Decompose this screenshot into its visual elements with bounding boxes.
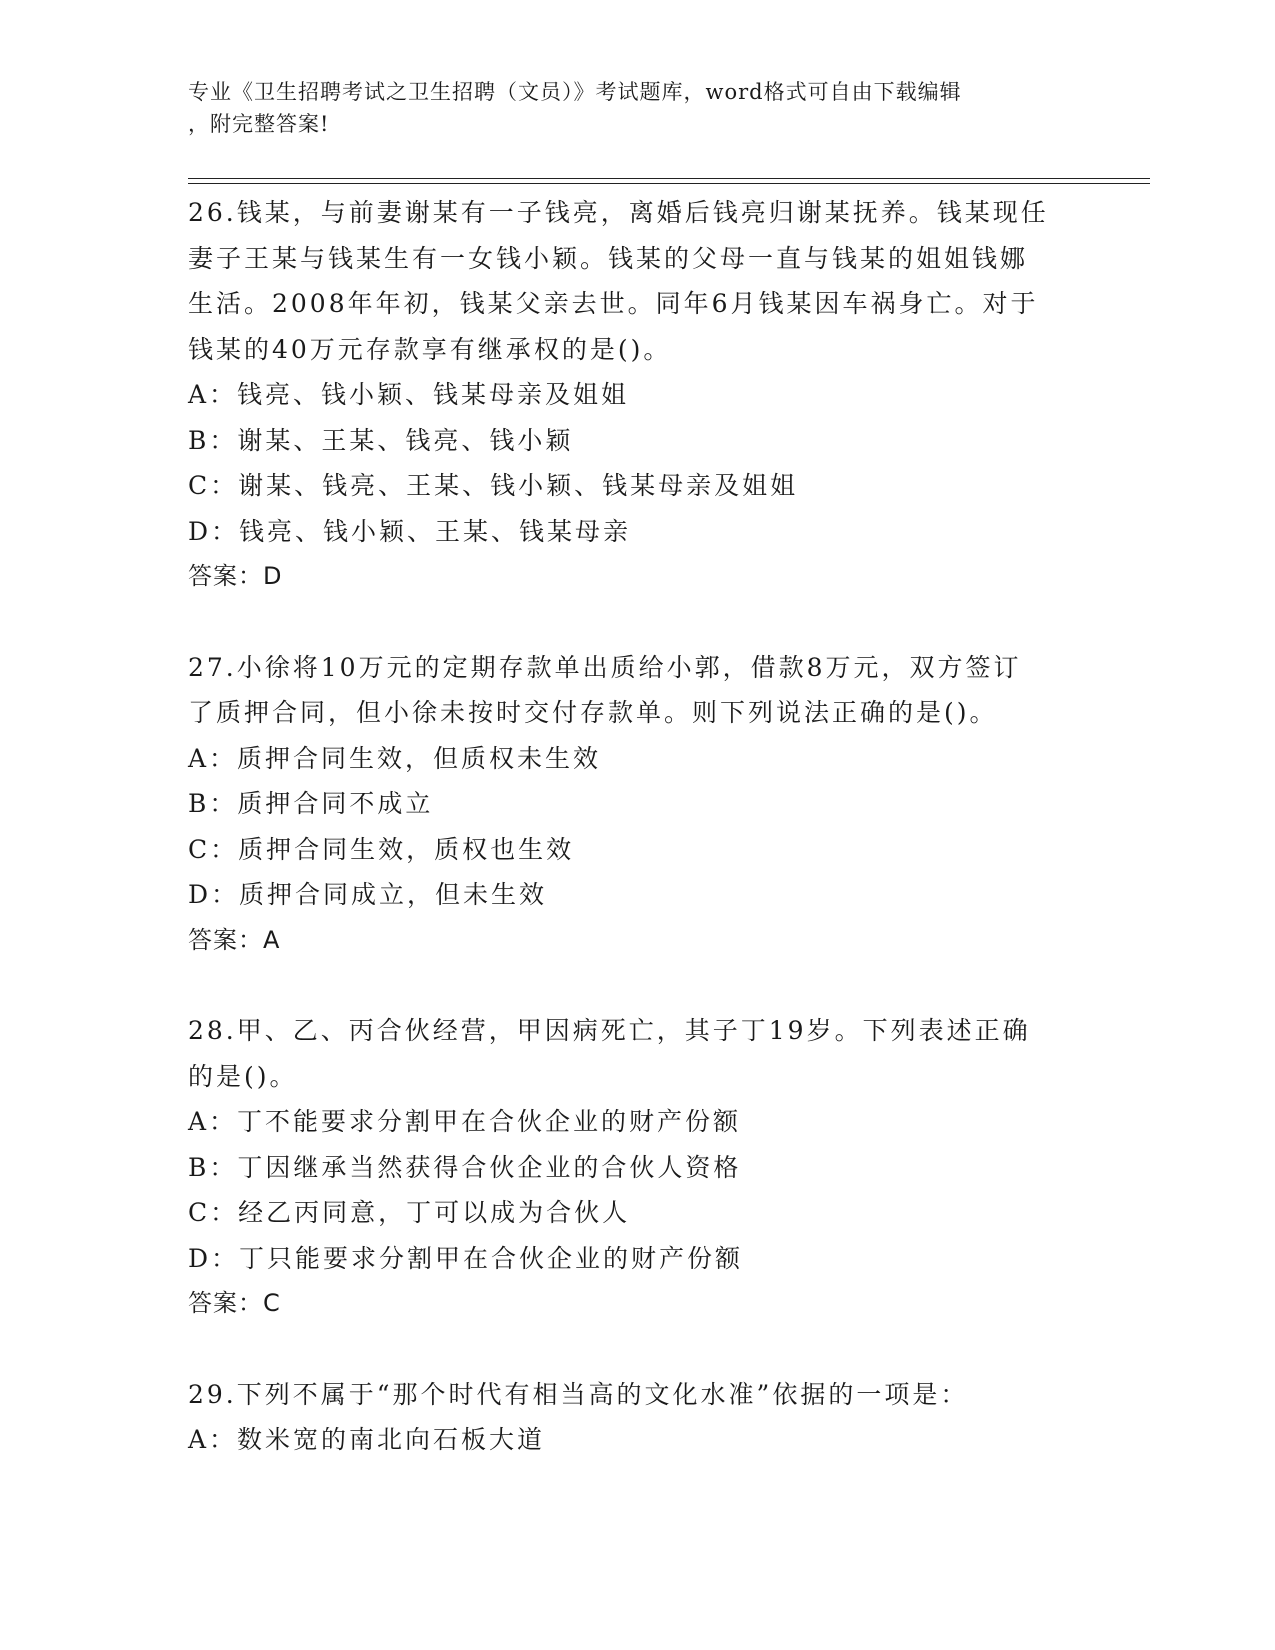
question-text-line: 钱某的40万元存款享有继承权的是()。 — [188, 334, 672, 364]
answer: 答案：A — [188, 925, 281, 954]
question-28 — [188, 1008, 1088, 1327]
option-a: A：质押合同生效，但质权未生效 — [188, 743, 602, 773]
question-27 — [188, 645, 1088, 964]
option-d: D：钱亮、钱小颖、王某、钱某母亲 — [188, 516, 632, 546]
option-b: B：质押合同不成立 — [188, 789, 434, 818]
question-text-line: 29.下列不属于“那个时代有相当高的文化水准”依据的一项是： — [188, 1379, 969, 1409]
question-29 — [188, 1372, 1088, 1463]
option-c: C：谢某、钱亮、王某、钱小颖、钱某母亲及姐姐 — [188, 471, 799, 500]
question-list — [188, 190, 1088, 1463]
option-b: B：谢某、王某、钱亮、钱小颖 — [188, 425, 574, 455]
header-divider-top — [188, 178, 1150, 179]
page-header — [188, 76, 1088, 140]
option-c: C：质押合同生效，质权也生效 — [188, 834, 575, 864]
option-a: A：丁不能要求分割甲在合伙企业的财产份额 — [188, 1107, 742, 1136]
question-text-line: 28.甲、乙、丙合伙经营，甲因病死亡，其子丁19岁。下列表述正确 — [188, 1016, 1031, 1045]
option-d: D：质押合同成立，但未生效 — [188, 880, 548, 909]
option-b: B：丁因继承当然获得合伙企业的合伙人资格 — [188, 1152, 742, 1182]
question-text-line: 的是()。 — [188, 1061, 298, 1091]
header-line-2: ，附完整答案! — [188, 112, 330, 136]
question-26 — [188, 190, 1088, 600]
header-line-1: 专业《卫生招聘考试之卫生招聘（文员）》考试题库，word格式可自由下载编辑 — [188, 80, 962, 104]
option-d: D：丁只能要求分割甲在合伙企业的财产份额 — [188, 1243, 744, 1273]
header-divider-bottom — [188, 183, 1150, 184]
option-a: A：数米宽的南北向石板大道 — [188, 1425, 546, 1454]
option-a: A：钱亮、钱小颖、钱某母亲及姐姐 — [188, 380, 630, 409]
question-text-line: 妻子王某与钱某生有一女钱小颖。钱某的父母一直与钱某的姐姐钱娜 — [188, 243, 1029, 273]
question-text-line: 27.小徐将10万元的定期存款单出质给小郭，借款8万元，双方签订 — [188, 652, 1022, 682]
question-text-line: 了质押合同，但小徐未按时交付存款单。则下列说法正确的是()。 — [188, 698, 998, 727]
question-text-line: 生活。2008年年初，钱某父亲去世。同年6月钱某因车祸身亡。对于 — [188, 289, 1039, 318]
answer: 答案：D — [188, 562, 283, 590]
answer: 答案：C — [188, 1289, 281, 1317]
question-text-line: 26.钱某，与前妻谢某有一子钱亮，离婚后钱亮归谢某抚养。钱某现任 — [188, 198, 1049, 227]
option-c: C：经乙丙同意，丁可以成为合伙人 — [188, 1198, 631, 1227]
